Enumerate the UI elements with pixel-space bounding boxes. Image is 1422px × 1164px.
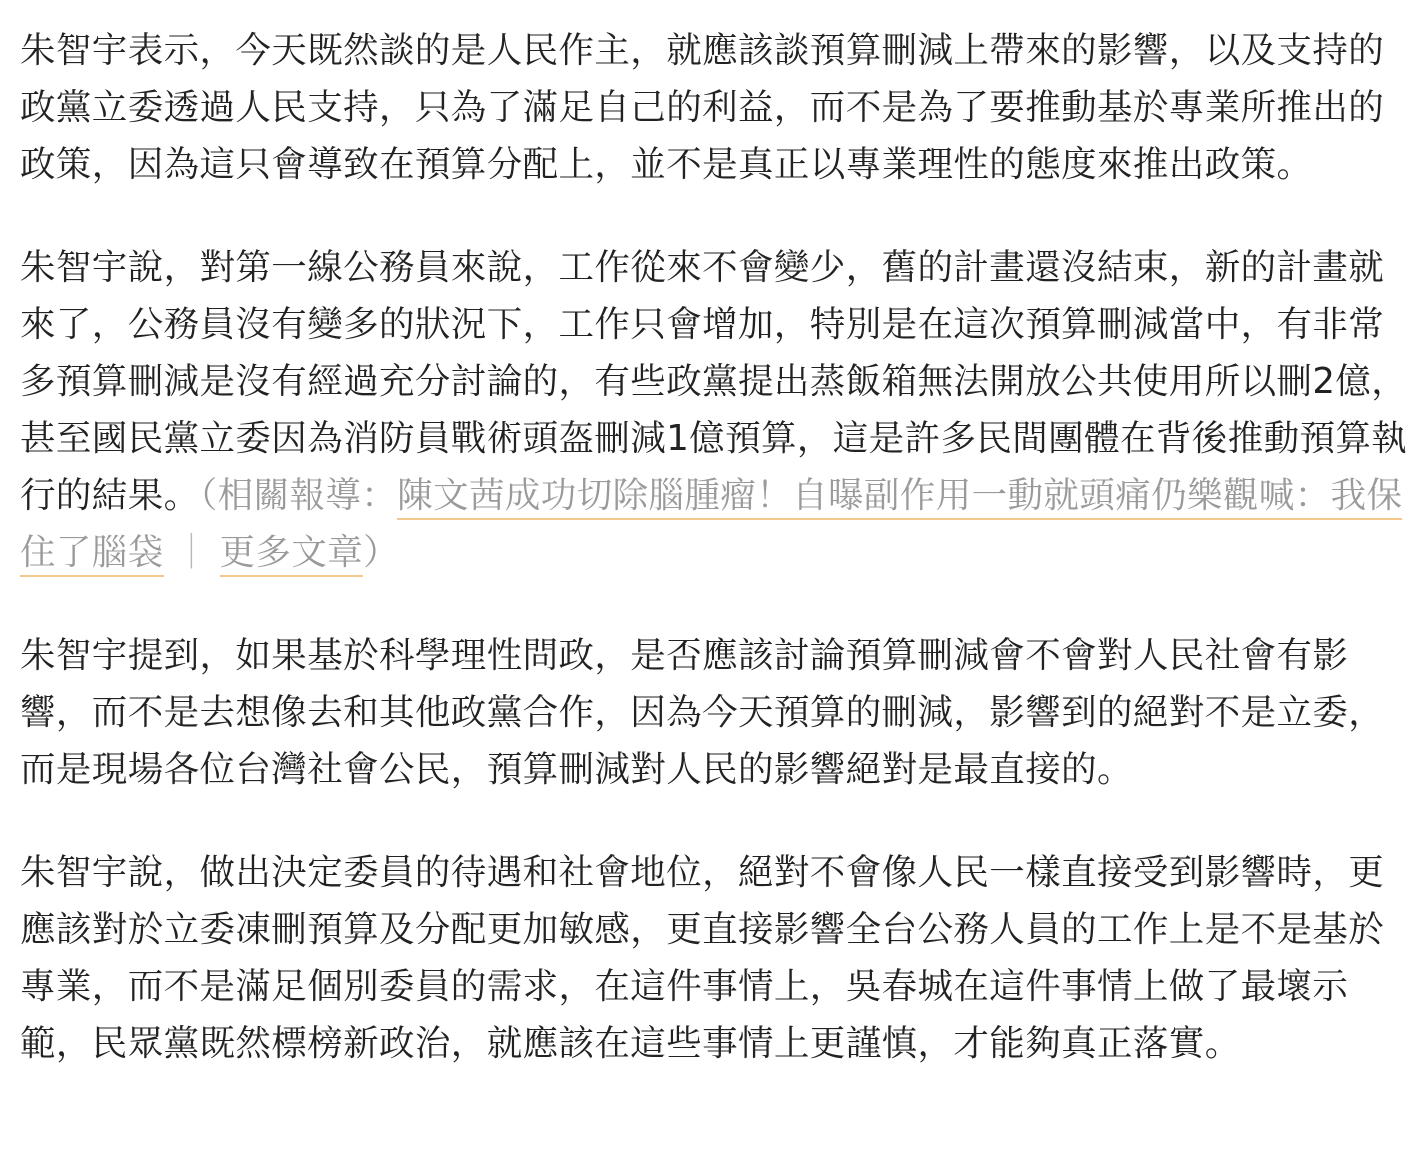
related-article-link[interactable]: 陳文茜成功切除腦腫瘤！自曝副作用一動就頭痛仍樂觀喊：我保住了腦袋: [20, 475, 1402, 577]
paragraph-2-text: 朱智宇說，對第一線公務員來說，工作從來不會變少，舊的計畫還沒結束，新的計畫就來了，公務員沒有變多的狀況下，工作只會增加，特別是在這次預算刪減當中，有非常多預算刪減是沒有經過充分討論的，有些政黨提出蒸飯箱無法開放公共使用所以刪2億，甚至國民黨立委因為消防員戰術頭盔刪減1億預算，這是許多民間團體在背後推動預算執行的結果。: [20, 247, 1408, 516]
related-separator: ｜: [173, 532, 210, 573]
related-close-paren: ）: [363, 532, 400, 573]
related-news: [20, 475, 1402, 573]
paragraph-1-text: 朱智宇表示，今天既然談的是人民作主，就應該談預算刪減上帶來的影響，以及支持的政黨立委透過人民支持，只為了滿足自己的利益，而不是為了要推動基於專業所推出的政策，因為這只會導致在預算分配上，並不是真正以專業理性的態度來推出政策。: [20, 30, 1385, 185]
article-paragraph-2: [20, 239, 1410, 581]
paragraph-3-text: 朱智宇提到，如果基於科學理性問政，是否應該討論預算刪減會不會對人民社會有影響，而不是去想像去和其他政黨合作，因為今天預算的刪減，影響到的絕對不是立委，而是現場各位台灣社會公民，預算刪減對人民的影響絕對是最直接的。: [20, 635, 1385, 790]
paragraph-4-text: 朱智宇說，做出決定委員的待遇和社會地位，絕對不會像人民一樣直接受到影響時，更應該對於立委凍刪預算及分配更加敏感，更直接影響全台公務人員的工作上是不是基於專業，而不是滿足個別委員的需求，在這件事情上，吳春城在這件事情上做了最壞示範，民眾黨既然標榜新政治，就應該在這些事情上更謹慎，才能夠真正落實。: [20, 852, 1385, 1064]
more-articles-link[interactable]: 更多文章: [220, 532, 364, 577]
related-open-paren: （: [199, 475, 218, 516]
article-paragraph-1: [20, 22, 1410, 193]
article-paragraph-4: [20, 844, 1410, 1072]
article-paragraph-3: [20, 627, 1410, 798]
related-prefix: 相關報導：: [217, 475, 398, 516]
